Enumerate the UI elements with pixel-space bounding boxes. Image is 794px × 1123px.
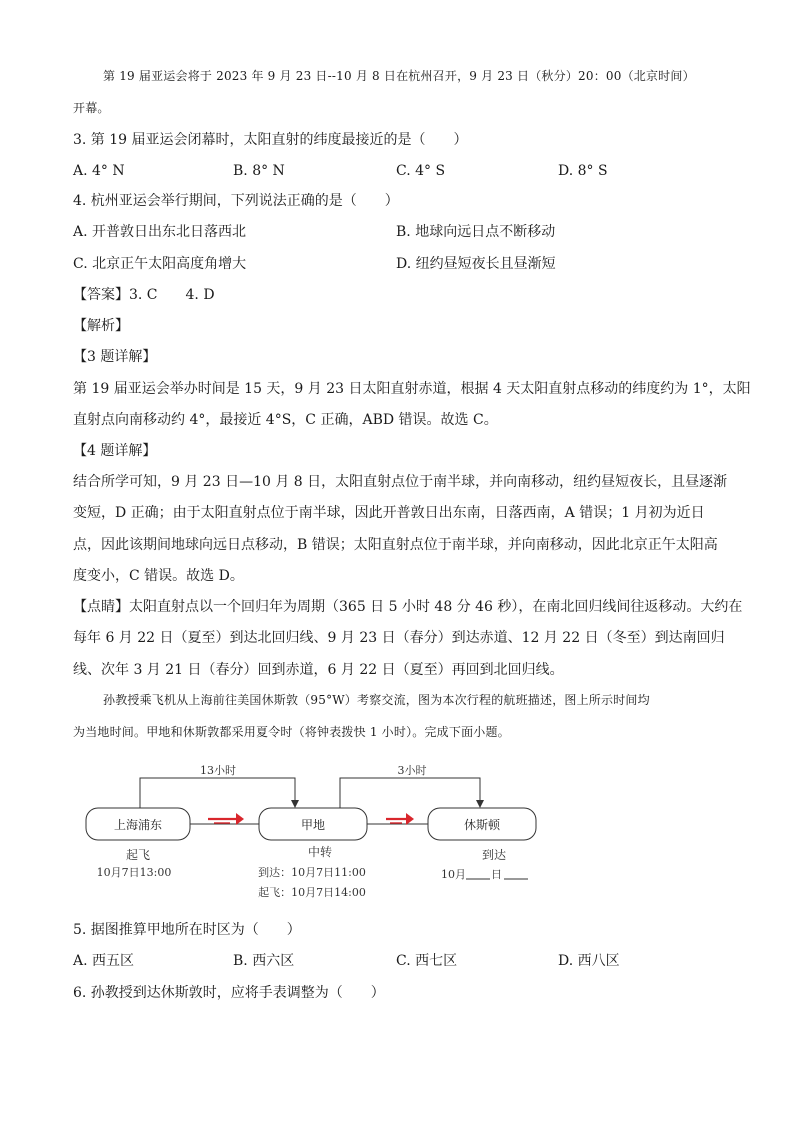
leg-1-duration: 13小时 — [200, 764, 236, 777]
plane-arrow-icon-1 — [208, 813, 244, 825]
question-3-stem: 3. 第 19 届亚运会闭幕时，太阳直射的纬度最接近的是（ ） — [73, 132, 468, 148]
intro-passage-line-2: 开幕。 — [73, 101, 110, 115]
detail-4-line-1: 结合所学可知，9 月 23 日—10 月 8 日，太阳直射点位于南半球，并向南移动，纽约昼短夜长，且昼逐渐 — [73, 474, 728, 490]
highlight-line-3: 线、次年 3 月 21 日（春分）回到赤道，6 月 22 日（夏至）再回到北回归线。 — [73, 662, 564, 678]
shanghai-action: 起飞 — [125, 848, 151, 862]
leg-1-bracket — [140, 778, 295, 808]
question-6-stem: 6. 孙教授到达休斯敦时，应将手表调整为（ ） — [73, 985, 385, 1001]
leg-2-duration: 3小时 — [397, 764, 427, 777]
q5-option-b: B. 西六区 — [233, 953, 295, 969]
houston-time-suffix: 日 — [491, 868, 502, 881]
plane-arrow-icon-2 — [386, 813, 414, 825]
q4-option-b: B. 地球向远日点不断移动 — [396, 224, 556, 240]
detail-4-line-4: 度变小，C 错误。故选 D。 — [73, 568, 244, 584]
q5-option-d: D. 西八区 — [558, 953, 620, 969]
intro-2-line-1: 孙教授乘飞机从上海前往美国休斯敦（95°W）考察交流，图为本次行程的航班描述，图上所示时间均 — [103, 693, 650, 707]
node-shanghai-label: 上海浦东 — [113, 818, 163, 832]
question-4-stem: 4. 杭州亚运会举行期间，下列说法正确的是（ ） — [73, 193, 399, 209]
q3-option-b: B. 8° N — [233, 163, 285, 179]
q5-option-c: C. 西七区 — [396, 953, 458, 969]
q4-option-c: C. 北京正午太阳高度角增大 — [73, 256, 247, 272]
leg-2-bracket-arrowhead — [476, 800, 484, 808]
highlight-text-1: 太阳直射点以一个回归年为周期（365 日 5 小时 48 分 46 秒），在南北回归线间往返移动。大约在 — [129, 599, 743, 615]
node-jiadi-label: 甲地 — [300, 818, 326, 832]
detail-4-label: 【4 题详解】 — [73, 443, 157, 459]
jiadi-depart-time: 起飞：10月7日14:00 — [258, 886, 366, 899]
answer-label: 【答案】 — [73, 287, 129, 303]
q5-option-a: A. 西五区 — [73, 953, 135, 969]
detail-3-line-2: 直射点向南移动约 4°，最接近 4°S，C 正确，ABD 错误。故选 C。 — [73, 412, 498, 428]
houston-time-prefix: 10月 — [441, 868, 466, 881]
detail-3-label: 【3 题详解】 — [73, 349, 157, 365]
node-houston-label: 休斯顿 — [463, 818, 501, 832]
highlight-label: 【点睛】 — [73, 599, 129, 615]
q4-option-a: A. 开普敦日出东北日落西北 — [73, 224, 247, 240]
leg-2-bracket — [340, 778, 480, 808]
q3-option-d: D. 8° S — [558, 163, 608, 179]
houston-action: 到达 — [481, 848, 507, 862]
intro-2-line-2: 为当地时间。甲地和休斯敦都采用夏令时（将钟表拨快 1 小时）。完成下面小题。 — [73, 725, 510, 739]
jiadi-arrive-time: 到达：10月7日11:00 — [258, 866, 366, 879]
detail-4-line-2: 变短，D 正确；由于太阳直射点位于南半球，因此开普敦日出东南，日落西南，A 错误；1 月初为近日 — [73, 505, 705, 521]
leg-1-bracket-arrowhead — [291, 800, 299, 808]
shanghai-time: 10月7日13:00 — [96, 866, 172, 879]
q4-option-d: D. 纽约昼短夜长且昼渐短 — [396, 256, 556, 272]
detail-4-line-3: 点，因此该期间地球向远日点移动，B 错误；太阳直射点位于南半球，并向南移动，因此北京正午太阳高 — [73, 537, 718, 553]
answer-text: 3. C 4. D — [129, 287, 215, 303]
analysis-label: 【解析】 — [73, 318, 129, 334]
detail-3-line-1: 第 19 届亚运会举办时间是 15 天，9 月 23 日太阳直射赤道，根据 4 天太阳直射点移动的纬度约为 1°，太阳 — [73, 381, 751, 397]
jiadi-action: 中转 — [307, 845, 333, 859]
intro-passage-line-1: 第 19 届亚运会将于 2023 年 9 月 23 日--10 月 8 日在杭州召开，9 月 23 日（秋分）20：00（北京时间） — [103, 69, 695, 83]
q3-option-a: A. 4° N — [73, 163, 125, 179]
question-5-stem: 5. 据图推算甲地所在时区为（ ） — [73, 922, 301, 938]
q3-option-c: C. 4° S — [396, 163, 446, 179]
highlight-line-2: 每年 6 月 22 日（夏至）到达北回归线、9 月 23 日（春分）到达赤道、12 月 22 日（冬至）到达南回归 — [73, 630, 725, 646]
